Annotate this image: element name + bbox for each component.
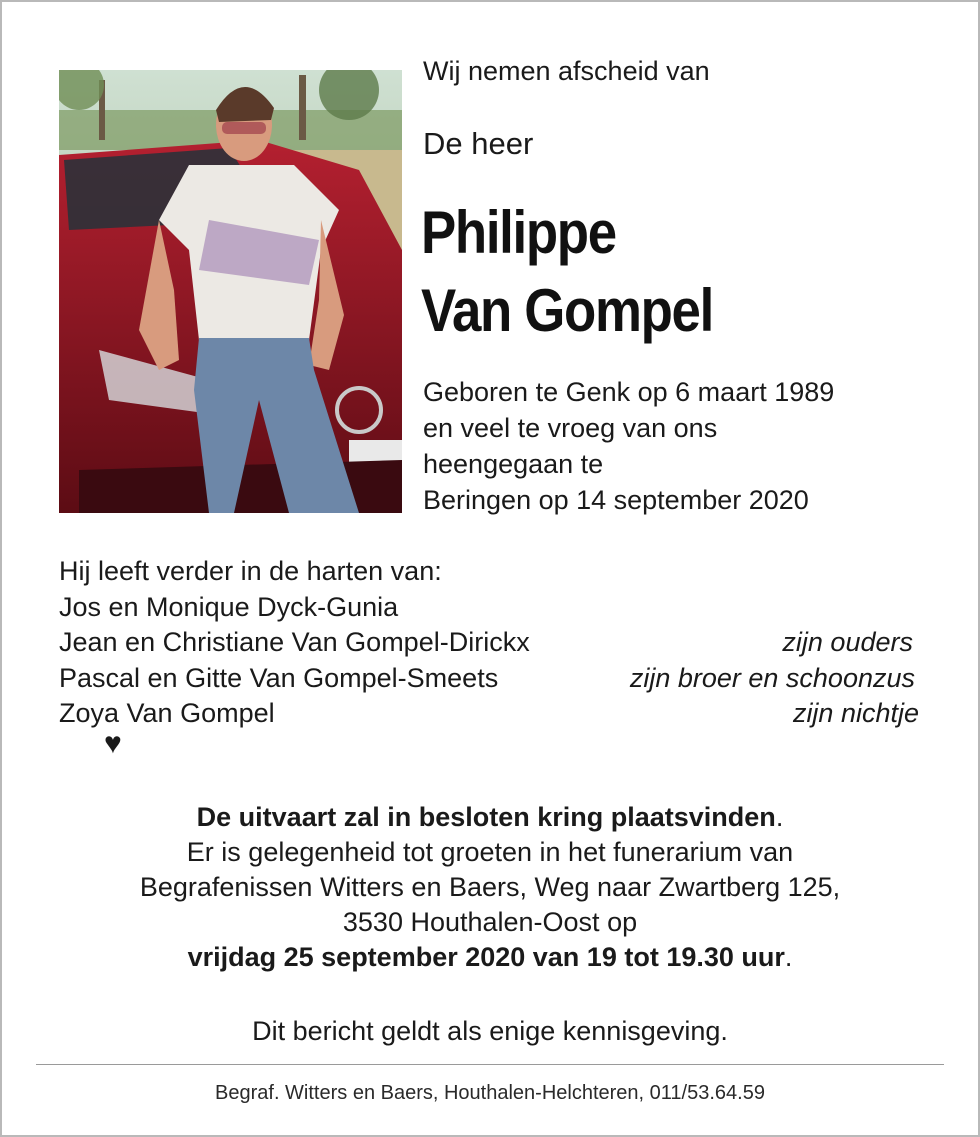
notice-text: Dit bericht geldt als enige kennisgeving. — [252, 1016, 728, 1046]
portrait-photo-illustration — [59, 70, 402, 513]
intro-text: Wij nemen afscheid van — [423, 56, 710, 86]
portrait-photo — [59, 70, 402, 513]
funeral-line — [40, 940, 940, 975]
funeral-details — [40, 800, 940, 975]
funeral-private-notice: De uitvaart zal in besloten kring plaatsvinden — [196, 802, 776, 832]
punctuation: . — [775, 802, 784, 832]
deceased-name — [421, 194, 713, 350]
relative-row — [59, 625, 919, 661]
relatives-heading: Hij leeft verder in de harten van: — [59, 556, 442, 586]
date-line: en veel te vroeg van ons — [423, 413, 718, 443]
relative-name: Jos en Monique Dyck-Gunia — [59, 591, 399, 622]
relative-name: Zoya Van Gompel — [59, 698, 275, 728]
honorific: De heer — [423, 126, 534, 161]
funeral-line: 3530 Houthalen-Oost op — [342, 907, 638, 937]
date-line: Beringen op 14 september 2020 — [423, 485, 809, 515]
visitation-datetime: vrijdag 25 september 2020 van 19 tot 19.30 uur — [187, 942, 785, 972]
relative-row — [59, 661, 919, 697]
funeral-line: Er is gelegenheid tot groeten in het funerarium van — [186, 837, 794, 867]
relative-role: zijn broer en schoonzus — [629, 662, 915, 693]
heart-icon: ♥ — [104, 727, 122, 760]
funeral-line: Begrafenissen Witters en Baers, Weg naar Zwartberg 125, — [139, 872, 841, 902]
date-line: heengegaan te — [423, 449, 604, 479]
relatives-list — [59, 554, 919, 732]
life-dates — [423, 374, 834, 518]
punctuation: . — [784, 942, 793, 972]
divider — [36, 1064, 944, 1065]
relative-row — [59, 590, 919, 626]
relative-role: zijn ouders — [782, 627, 913, 657]
date-line: Geboren te Genk op 6 maart 1989 — [423, 377, 835, 407]
first-name: Philippe — [421, 199, 616, 266]
funeral-home-footer: Begraf. Witters en Baers, Houthalen-Helchteren, 011/53.64.59 — [215, 1082, 765, 1104]
relative-row — [59, 696, 919, 732]
relative-role: zijn nichtje — [792, 698, 919, 728]
relative-name: Jean en Christiane Van Gompel-Dirickx — [59, 627, 530, 657]
relative-name: Pascal en Gitte Van Gompel-Smeets — [59, 662, 499, 693]
funeral-line — [40, 800, 940, 835]
last-name: Van Gompel — [421, 277, 713, 344]
